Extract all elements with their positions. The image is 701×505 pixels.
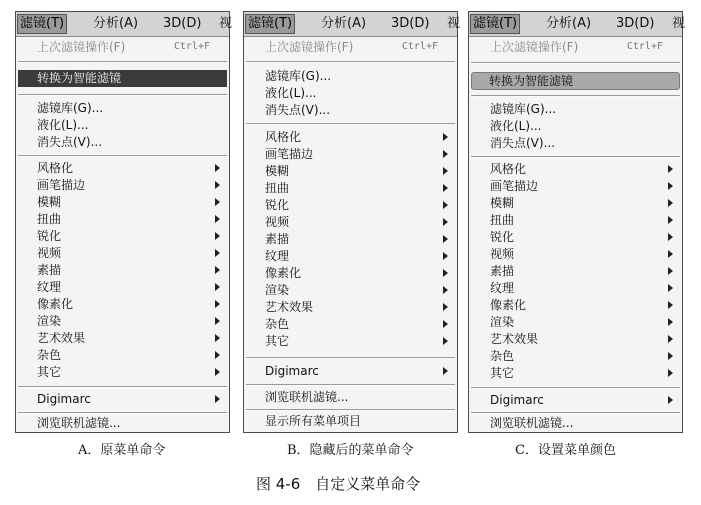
- menu-item-label: 模糊: [490, 196, 515, 210]
- menu-item-vanishing-point[interactable]: [16, 134, 229, 150]
- menu-separator: [18, 386, 227, 388]
- submenu-arrow-icon: [668, 182, 673, 190]
- menu-item-noise[interactable]: [16, 347, 229, 363]
- menu-item-browse-online[interactable]: [16, 415, 229, 431]
- submenu-arrow-icon: [443, 303, 448, 311]
- menubar-analysis[interactable]: 分析(A): [546, 16, 592, 31]
- menu-item-stylize[interactable]: [469, 161, 682, 177]
- menu-item-distort[interactable]: [469, 212, 682, 228]
- menubar-analysis[interactable]: 分析(A): [321, 16, 367, 31]
- menu-item-label: 素描: [37, 263, 62, 277]
- menu-item-convert-smart-filter[interactable]: [18, 70, 227, 87]
- menubar-3d[interactable]: 3D(D): [616, 16, 655, 31]
- menu-item-label: 艺术效果: [490, 332, 539, 346]
- submenu-arrow-icon: [668, 301, 673, 309]
- submenu-arrow-icon: [443, 167, 448, 175]
- menu-bar: [16, 12, 233, 37]
- menu-item-label: 滤镜库(G)...: [265, 69, 332, 83]
- menu-item-label: 风格化: [37, 161, 74, 175]
- menu-item-label: 显示所有菜单项目: [265, 414, 362, 428]
- menu-item-sketch[interactable]: [244, 231, 457, 247]
- submenu-arrow-icon: [668, 216, 673, 224]
- menu-item-vanishing-point[interactable]: [244, 102, 457, 118]
- menu-separator: [246, 384, 455, 386]
- menu-item-vanishing-point[interactable]: [469, 135, 682, 151]
- caption-c: C．设置菜单颜色: [515, 443, 616, 458]
- submenu-arrow-icon: [215, 266, 220, 274]
- submenu-arrow-icon: [443, 133, 448, 141]
- menu-item-label: 滤镜库(G)...: [490, 102, 557, 116]
- menu-item-label: 其它: [490, 366, 515, 380]
- shortcut-label: Ctrl+F: [626, 41, 663, 52]
- submenu-arrow-icon: [668, 318, 673, 326]
- submenu-arrow-icon: [443, 367, 448, 375]
- menu-item-blur[interactable]: [16, 194, 229, 210]
- submenu-arrow-icon: [215, 249, 220, 257]
- menu-item-label: 画笔描边: [265, 147, 314, 161]
- menu-item-convert-smart-filter[interactable]: [471, 72, 680, 90]
- submenu-arrow-icon: [215, 198, 220, 206]
- menu-item-sketch[interactable]: [16, 262, 229, 278]
- menu-item-other[interactable]: [469, 365, 682, 381]
- menu-item-video[interactable]: [16, 245, 229, 261]
- menu-item-label: Digimarc: [37, 392, 91, 406]
- menu-item-label: 滤镜库(G)...: [37, 101, 104, 115]
- menu-item-label: 杂色: [265, 317, 290, 331]
- menu-item-noise[interactable]: [244, 316, 457, 332]
- menubar-analysis[interactable]: 分析(A): [93, 16, 139, 31]
- menu-item-label: 风格化: [265, 130, 302, 144]
- menu-item-liquify[interactable]: [469, 118, 682, 134]
- menu-item-last-filter: [16, 39, 229, 55]
- menu-item-label: 其它: [265, 334, 290, 348]
- menu-item-digimarc[interactable]: [244, 363, 457, 379]
- menu-item-label: 上次滤镜操作(F): [265, 40, 354, 54]
- submenu-arrow-icon: [215, 300, 220, 308]
- menubar-3d[interactable]: 3D(D): [163, 16, 202, 31]
- menu-item-blur[interactable]: [244, 163, 457, 179]
- submenu-arrow-icon: [668, 335, 673, 343]
- menu-item-label: 艺术效果: [37, 331, 86, 345]
- menu-item-filter-gallery[interactable]: [244, 68, 457, 84]
- menu-item-label: 杂色: [37, 348, 62, 362]
- submenu-arrow-icon: [443, 150, 448, 158]
- menu-item-label: 锐化: [490, 230, 515, 244]
- menu-separator: [18, 412, 227, 414]
- menu-item-label: 转换为智能滤镜: [37, 71, 122, 85]
- menu-item-other[interactable]: [244, 333, 457, 349]
- menu-item-label: 消失点(V)...: [37, 135, 103, 149]
- caption-b: B．隐藏后的菜单命令: [287, 443, 414, 458]
- menu-item-label: 锐化: [265, 198, 290, 212]
- submenu-arrow-icon: [215, 368, 220, 376]
- submenu-arrow-icon: [443, 201, 448, 209]
- menu-item-label: Digimarc: [265, 364, 319, 378]
- menu-item-distort[interactable]: [16, 211, 229, 227]
- menu-item-label: 浏览联机滤镜...: [490, 416, 574, 430]
- caption-a: A．原菜单命令: [78, 443, 166, 458]
- menu-item-liquify[interactable]: [244, 85, 457, 101]
- menu-item-filter-gallery[interactable]: [469, 101, 682, 117]
- submenu-arrow-icon: [443, 286, 448, 294]
- shortcut-label: Ctrl+F: [401, 41, 438, 52]
- menu-item-label: 消失点(V)...: [265, 103, 331, 117]
- menu-colored: [468, 11, 686, 433]
- menu-item-noise[interactable]: [469, 348, 682, 364]
- menu-item-label: 杂色: [490, 349, 515, 363]
- submenu-arrow-icon: [668, 396, 673, 404]
- menu-item-render[interactable]: [244, 282, 457, 298]
- menu-item-stylize[interactable]: [16, 160, 229, 176]
- menu-item-pixelate[interactable]: [469, 297, 682, 313]
- menu-item-label: 画笔描边: [37, 178, 86, 192]
- menu-item-brush-strokes[interactable]: [16, 177, 229, 193]
- menu-item-label: 视频: [490, 247, 515, 261]
- submenu-arrow-icon: [668, 165, 673, 173]
- submenu-arrow-icon: [443, 269, 448, 277]
- menu-original: [15, 11, 233, 433]
- menu-item-label: 渲染: [265, 283, 290, 297]
- submenu-arrow-icon: [215, 334, 220, 342]
- submenu-arrow-icon: [668, 233, 673, 241]
- menu-item-sketch[interactable]: [469, 263, 682, 279]
- submenu-arrow-icon: [443, 337, 448, 345]
- menu-item-digimarc[interactable]: [469, 392, 682, 408]
- menu-item-video[interactable]: [469, 246, 682, 262]
- menubar-filter[interactable]: 滤镜(T): [245, 14, 295, 34]
- submenu-arrow-icon: [668, 267, 673, 275]
- menu-item-last-filter: [244, 39, 457, 55]
- menu-item-label: 其它: [37, 365, 62, 379]
- menu-item-label: 像素化: [490, 298, 527, 312]
- menu-item-sharpen[interactable]: [244, 197, 457, 213]
- menu-separator: [18, 61, 227, 63]
- menu-item-browse-online[interactable]: [244, 389, 457, 405]
- submenu-arrow-icon: [668, 250, 673, 258]
- submenu-arrow-icon: [215, 215, 220, 223]
- menu-item-liquify[interactable]: [16, 117, 229, 133]
- menubar-view[interactable]: 视: [672, 16, 686, 31]
- menu-separator: [246, 123, 455, 125]
- menu-item-show-all[interactable]: [244, 413, 457, 429]
- menu-item-label: 像素化: [37, 297, 74, 311]
- submenu-arrow-icon: [215, 164, 220, 172]
- menu-item-label: 液化(L)...: [490, 119, 542, 133]
- menu-item-label: 纹理: [265, 249, 290, 263]
- menu-item-stylize[interactable]: [244, 129, 457, 145]
- menubar-view[interactable]: 视: [447, 16, 461, 31]
- menu-item-label: 渲染: [37, 314, 62, 328]
- menu-item-label: 液化(L)...: [37, 118, 89, 132]
- menu-item-render[interactable]: [16, 313, 229, 329]
- menu-item-label: 模糊: [265, 164, 290, 178]
- menubar-view[interactable]: 视: [219, 16, 233, 31]
- menu-separator: [18, 94, 227, 96]
- menu-item-label: Digimarc: [490, 393, 544, 407]
- menubar-filter[interactable]: 滤镜(T): [17, 14, 67, 34]
- menu-item-blur[interactable]: [469, 195, 682, 211]
- menu-item-label: 消失点(V)...: [490, 136, 556, 150]
- menu-item-pixelate[interactable]: [244, 265, 457, 281]
- menu-item-label: 纹理: [490, 281, 515, 295]
- menu-separator: [246, 409, 455, 411]
- menu-item-last-filter: [469, 39, 682, 55]
- menu-item-label: 转换为智能滤镜: [489, 74, 574, 88]
- menu-item-other[interactable]: [16, 364, 229, 380]
- submenu-arrow-icon: [443, 320, 448, 328]
- shortcut-label: Ctrl+F: [173, 41, 210, 52]
- menu-item-browse-online[interactable]: [469, 415, 682, 431]
- menu-item-sharpen[interactable]: [469, 229, 682, 245]
- menu-item-label: 上次滤镜操作(F): [37, 40, 126, 54]
- menu-item-label: 液化(L)...: [265, 86, 317, 100]
- menu-item-label: 扭曲: [37, 212, 62, 226]
- menu-item-render[interactable]: [469, 314, 682, 330]
- menu-separator: [471, 412, 680, 414]
- submenu-arrow-icon: [215, 283, 220, 291]
- menu-item-label: 上次滤镜操作(F): [490, 40, 579, 54]
- submenu-arrow-icon: [668, 199, 673, 207]
- submenu-arrow-icon: [215, 181, 220, 189]
- menu-item-distort[interactable]: [244, 180, 457, 196]
- menu-item-artistic[interactable]: [244, 299, 457, 315]
- menu-separator: [18, 155, 227, 157]
- menu-item-filter-gallery[interactable]: [16, 100, 229, 116]
- menu-item-pixelate[interactable]: [16, 296, 229, 312]
- submenu-arrow-icon: [443, 235, 448, 243]
- menu-separator: [471, 62, 680, 64]
- menu-separator: [471, 156, 680, 158]
- menu-separator: [246, 61, 455, 63]
- menubar-filter[interactable]: 滤镜(T): [470, 14, 520, 34]
- submenu-arrow-icon: [443, 252, 448, 260]
- submenu-arrow-icon: [215, 351, 220, 359]
- menu-item-brush-strokes[interactable]: [469, 178, 682, 194]
- menu-item-label: 渲染: [490, 315, 515, 329]
- menu-item-label: 纹理: [37, 280, 62, 294]
- menu-separator: [471, 387, 680, 389]
- figure-title: 图 4-6 自定义菜单命令: [256, 475, 421, 493]
- menu-separator: [471, 95, 680, 97]
- menu-item-texture[interactable]: [244, 248, 457, 264]
- submenu-arrow-icon: [668, 284, 673, 292]
- submenu-arrow-icon: [215, 317, 220, 325]
- submenu-arrow-icon: [668, 352, 673, 360]
- menu-bar: [244, 12, 461, 37]
- menu-item-video[interactable]: [244, 214, 457, 230]
- submenu-arrow-icon: [443, 218, 448, 226]
- menu-item-label: 锐化: [37, 229, 62, 243]
- menu-bar: [469, 12, 686, 37]
- submenu-arrow-icon: [443, 184, 448, 192]
- menu-item-label: 模糊: [37, 195, 62, 209]
- menu-item-label: 风格化: [490, 162, 527, 176]
- menu-item-label: 画笔描边: [490, 179, 539, 193]
- menu-item-artistic[interactable]: [16, 330, 229, 346]
- menu-hidden-items: [243, 11, 461, 433]
- submenu-arrow-icon: [215, 232, 220, 240]
- menu-item-label: 浏览联机滤镜...: [265, 390, 349, 404]
- menubar-3d[interactable]: 3D(D): [391, 16, 430, 31]
- menu-item-label: 扭曲: [265, 181, 290, 195]
- menu-item-digimarc[interactable]: [16, 391, 229, 407]
- menu-item-label: 艺术效果: [265, 300, 314, 314]
- menu-item-artistic[interactable]: [469, 331, 682, 347]
- menu-item-brush-strokes[interactable]: [244, 146, 457, 162]
- menu-item-label: 素描: [265, 232, 290, 246]
- menu-item-label: 像素化: [265, 266, 302, 280]
- menu-item-texture[interactable]: [469, 280, 682, 296]
- menu-item-label: 浏览联机滤镜...: [37, 416, 121, 430]
- menu-item-texture[interactable]: [16, 279, 229, 295]
- submenu-arrow-icon: [215, 395, 220, 403]
- menu-item-label: 素描: [490, 264, 515, 278]
- menu-item-label: 视频: [37, 246, 62, 260]
- submenu-arrow-icon: [668, 369, 673, 377]
- menu-item-label: 视频: [265, 215, 290, 229]
- menu-separator: [246, 357, 455, 359]
- menu-item-label: 扭曲: [490, 213, 515, 227]
- menu-item-sharpen[interactable]: [16, 228, 229, 244]
